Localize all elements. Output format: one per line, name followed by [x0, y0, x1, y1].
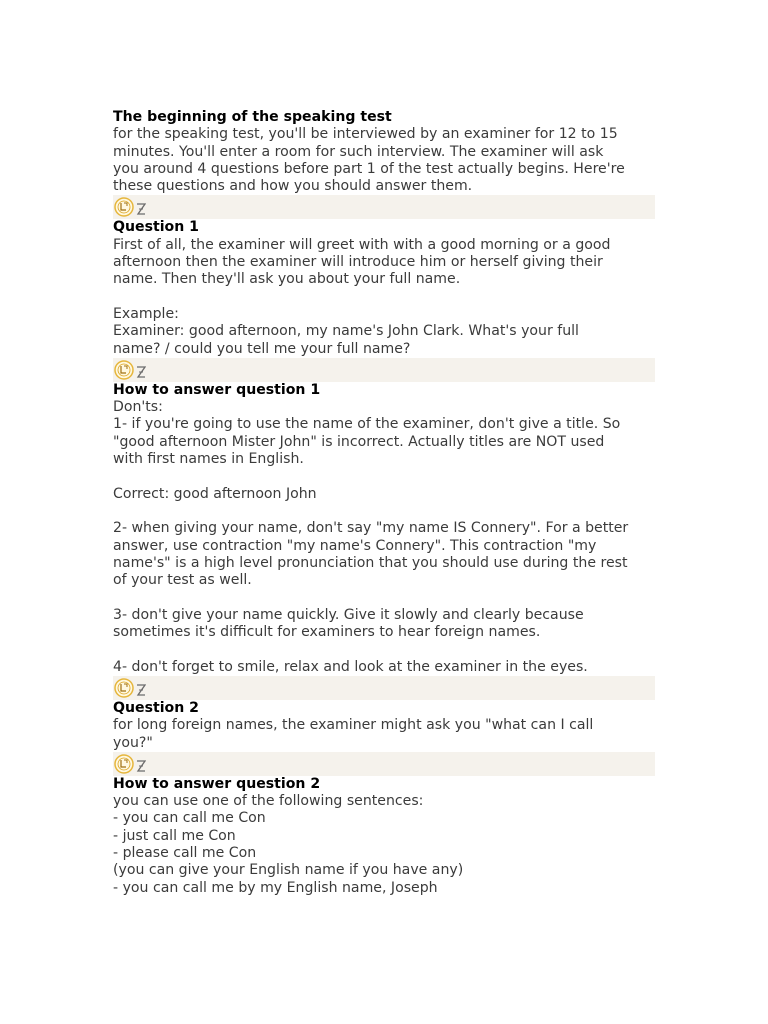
- section-separator: [113, 752, 655, 776]
- answer-2-line: - please call me Con: [113, 844, 257, 861]
- donts-label: Don'ts:: [113, 399, 163, 416]
- intro-line: minutes. You'll enter a room for such interview. The examiner will ask: [113, 143, 604, 160]
- question-2-line: you?": [113, 734, 153, 751]
- answer-1-point-1-line: "good afternoon Mister John" is incorrect. Actually titles are NOT used: [113, 433, 605, 450]
- intro-line: you around 4 questions before part 1 of the test actually begins. Here're: [113, 160, 625, 177]
- section-title-answer-1: How to answer question 1: [113, 381, 321, 398]
- answer-1-point-1-line: with first names in English.: [113, 451, 304, 468]
- intro-line: these questions and how you should answer them.: [113, 178, 473, 195]
- answer-1-point-1-line: 1- if you're going to use the name of the examiner, don't give a title. So: [113, 416, 621, 433]
- answer-2-line: you can use one of the following sentences:: [113, 793, 424, 810]
- answer-2-line: (you can give your English name if you have any): [113, 862, 464, 879]
- answer-2-line: - just call me Con: [113, 827, 236, 844]
- section-separator: [113, 195, 655, 219]
- answer-1-point-3-line: sometimes it's difficult for examiners to hear foreign names.: [113, 624, 541, 641]
- section-separator: [113, 358, 655, 382]
- z-glyph-icon: [136, 683, 146, 697]
- answer-1-point-2-line: of your test as well.: [113, 572, 252, 589]
- answer-1-point-2-line: answer, use contraction "my name's Connery". This contraction "my: [113, 537, 597, 554]
- section-separator: [113, 676, 655, 700]
- logo-badge-icon: [114, 678, 134, 698]
- blank-line: [113, 641, 655, 658]
- section-title-question-1: Question 1: [113, 219, 199, 236]
- blank-line: [113, 503, 655, 520]
- example-line: Examiner: good afternoon, my name's John Clark. What's your full: [113, 323, 579, 340]
- answer-2-line: - you can call me Con: [113, 810, 266, 827]
- example-line: name? / could you tell me your full name?: [113, 340, 411, 357]
- answer-1-point-3-line: 3- don't give your name quickly. Give it slowly and clearly because: [113, 606, 584, 623]
- example-label: Example:: [113, 305, 179, 322]
- answer-1-point-4: 4- don't forget to smile, relax and look at the examiner in the eyes.: [113, 658, 588, 675]
- question-1-line: name. Then they'll ask you about your full name.: [113, 271, 461, 288]
- logo-badge-icon: [114, 754, 134, 774]
- z-glyph-icon: [136, 759, 146, 773]
- logo-badge-icon: [114, 360, 134, 380]
- blank-line: [113, 289, 655, 306]
- question-1-line: afternoon then the examiner will introduce him or herself giving their: [113, 254, 603, 271]
- blank-line: [113, 468, 655, 485]
- z-glyph-icon: [136, 365, 146, 379]
- z-glyph-icon: [136, 202, 146, 216]
- answer-1-point-2-line: name's" is a high level pronunciation that you should use during the rest: [113, 554, 628, 571]
- answer-1-point-2-line: 2- when giving your name, don't say "my name IS Connery". For a better: [113, 520, 629, 537]
- logo-badge-icon: [114, 197, 134, 217]
- section-title-answer-2: How to answer question 2: [113, 775, 321, 792]
- question-1-line: First of all, the examiner will greet with with a good morning or a good: [113, 236, 611, 253]
- document-body: [113, 109, 655, 897]
- answer-2-line: - you can call me by my English name, Joseph: [113, 879, 438, 896]
- correct-example: Correct: good afternoon John: [113, 485, 317, 502]
- question-2-line: for long foreign names, the examiner might ask you "what can I call: [113, 717, 594, 734]
- section-title-question-2: Question 2: [113, 699, 199, 716]
- blank-line: [113, 589, 655, 606]
- intro-line: for the speaking test, you'll be interviewed by an examiner for 12 to 15: [113, 126, 618, 143]
- section-title-intro: The beginning of the speaking test: [113, 109, 392, 125]
